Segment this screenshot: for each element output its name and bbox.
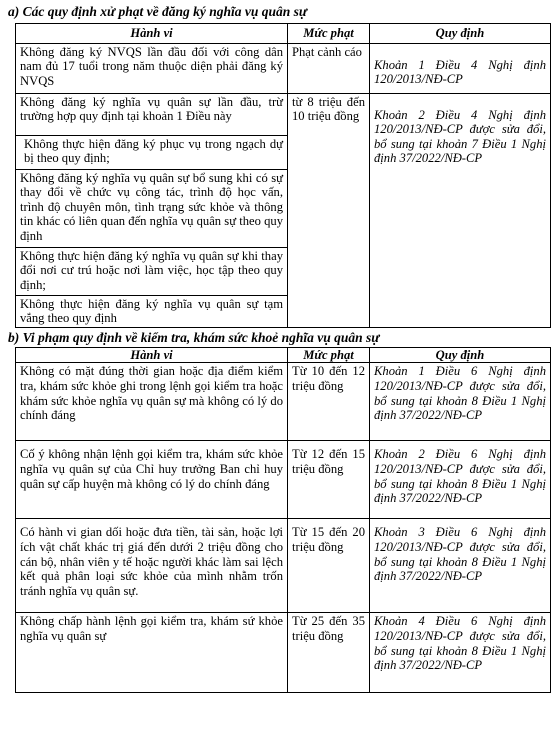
act-cell: Không thực hiện đăng ký nghĩa vụ quân sự tạm vắng theo quy định (16, 295, 288, 327)
fine-cell: Phạt cảnh cáo (288, 43, 370, 93)
fine-cell: Từ 15 đến 20 triệu đồng (288, 519, 370, 613)
header-law: Quy định (370, 347, 551, 363)
law-cell: Khoản 4 Điều 6 Nghị định 120/2013/NĐ-CP được sửa đổi, bổ sung tại khoản 8 Điều 1 Nghị định 37/2022/NĐ-CP (370, 613, 551, 693)
law-cell: Khoản 1 Điều 6 Nghị định 120/2013/NĐ-CP được sửa đổi, bổ sung tại khoản 8 Điều 1 Nghị định 37/2022/NĐ-CP (370, 363, 551, 441)
header-act: Hành vi (16, 24, 288, 44)
section-b-title: b) Vi phạm quy định về kiểm tra, khám sức khoẻ nghĩa vụ quân sự (8, 329, 380, 345)
law-text: Khoản 1 Điều 4 Nghị định 120/2013/NĐ-CP (374, 57, 546, 87)
act-cell: Không đăng ký nghĩa vụ quân sự lần đầu, trừ trường hợp quy định tại khoản 1 Điều này (16, 93, 288, 135)
header-fine: Mức phạt (288, 347, 370, 363)
section-a-title: a) Các quy định xử phạt về đăng ký nghĩa vụ quân sự (8, 4, 307, 19)
act-cell: Không có mặt đúng thời gian hoặc địa điểm kiểm tra, khám sức khỏe ghi trong lệnh gọi kiểm tra hoặc khám sức khỏe nghĩa vụ quân sự mà không có lý do chính đáng (16, 363, 288, 441)
act-cell: Không thực hiện đăng ký phục vụ trong ngạch dự bị theo quy định; (16, 135, 288, 169)
header-fine: Mức phạt (288, 24, 370, 44)
table-row (16, 613, 551, 693)
table-row (16, 363, 551, 441)
fine-cell: từ 8 triệu đến 10 triệu đồng (288, 93, 370, 327)
law-cell: Khoản 2 Điều 6 Nghị định 120/2013/NĐ-CP được sửa đổi, bổ sung tại khoản 8 Điều 1 Nghị định 37/2022/NĐ-CP (370, 441, 551, 519)
law-cell (370, 43, 551, 93)
table-row (16, 43, 551, 93)
act-cell: Có hành vi gian dối hoặc đưa tiền, tài sản, hoặc lợi ích vật chất khác trị giá đến dưới 2 triệu đồng cho cán bộ, nhân viên y tế hoặc người khác làm sai lệch kết quả phân loại sức khỏe của mình nhằm trốn tránh nghĩa vụ quân sự. (16, 519, 288, 613)
header-law: Quy định (370, 24, 551, 44)
table-header-row (16, 24, 551, 44)
fine-cell: Từ 12 đến 15 triệu đồng (288, 441, 370, 519)
document (0, 4, 555, 741)
table-header-row (16, 347, 551, 363)
table-row (16, 519, 551, 613)
law-cell: Khoản 3 Điều 6 Nghị định 120/2013/NĐ-CP được sửa đổi, bổ sung tại khoản 8 Điều 1 Nghị định 37/2022/NĐ-CP (370, 519, 551, 613)
table-row (16, 441, 551, 519)
law-text: Khoản 2 Điều 4 Nghị định 120/2013/NĐ-CP được sửa đổi, bổ sung tại khoản 7 Điều 1 Nghị định 37/2022/NĐ-CP (374, 107, 546, 166)
header-act: Hành vi (16, 347, 288, 363)
act-cell: Không chấp hành lệnh gọi kiểm tra, khám sứ khỏe nghĩa vụ quân sự (16, 613, 288, 693)
act-cell: Không đăng ký nghĩa vụ quân sự bổ sung khi có sự thay đổi về chức vụ công tác, trình độ học vấn, trình độ chuyên môn, tình trạng sức khỏe và thông tin khác có liên quan đến nghĩa vụ quân sự theo quy định (16, 169, 288, 247)
fine-cell: Từ 10 đến 12 triệu đồng (288, 363, 370, 441)
act-cell: Không đăng ký NVQS lần đầu đối với công dân nam đủ 17 tuổi trong năm thuộc diện phải đăng ký NVQS (16, 43, 288, 93)
law-cell (370, 93, 551, 327)
section-a-table (15, 23, 551, 328)
act-cell: Cố ý không nhận lệnh gọi kiểm tra, khám sức khỏe nghĩa vụ quân sự của Chỉ huy trưởng Ban chỉ huy quân sự cấp huyện mà không có lý do chính đáng (16, 441, 288, 519)
act-cell: Không thực hiện đăng ký nghĩa vụ quân sự khi thay đổi nơi cư trú hoặc nơi làm việc, học tập theo quy định; (16, 247, 288, 295)
section-b-table (15, 347, 551, 694)
table-row (16, 93, 551, 135)
fine-cell: Từ 25 đến 35 triệu đồng (288, 613, 370, 693)
